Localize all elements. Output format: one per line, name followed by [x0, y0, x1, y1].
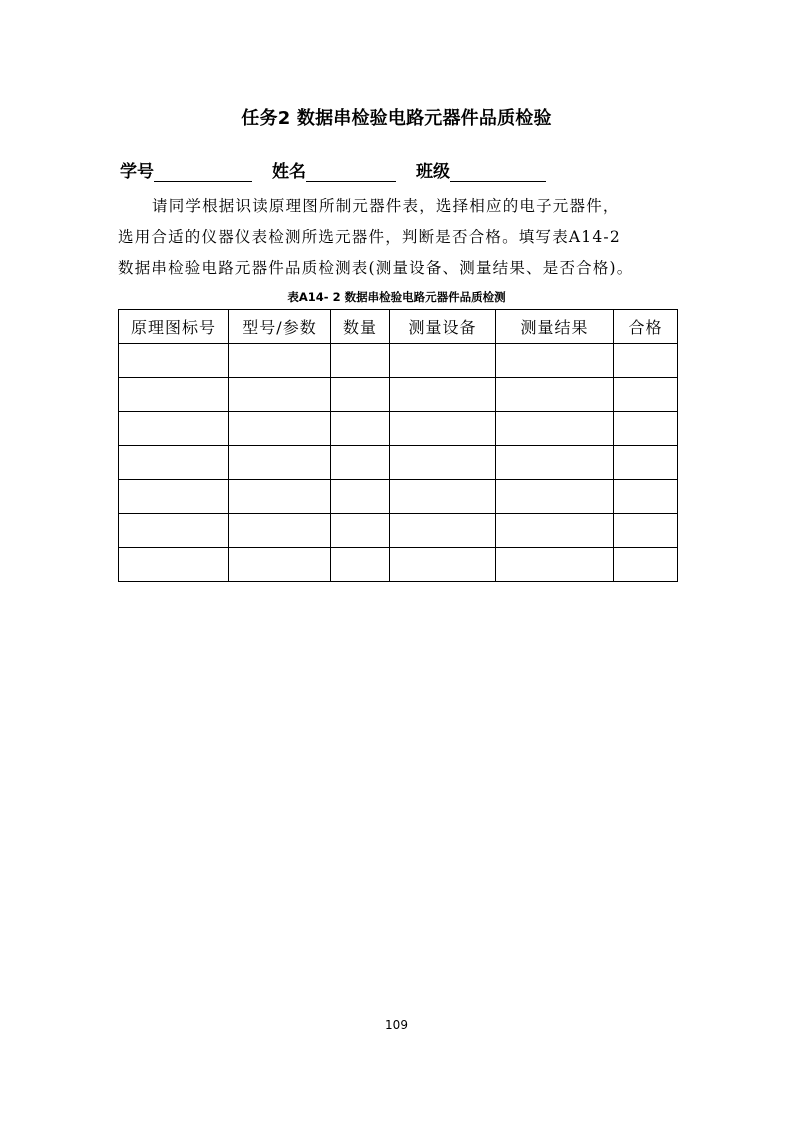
- table-row: [119, 514, 678, 548]
- table-header-row: [119, 310, 678, 344]
- cell-schematic-ref[interactable]: [119, 378, 229, 412]
- cell-qualified[interactable]: [614, 548, 678, 582]
- table-row: [119, 378, 678, 412]
- instruction-paragraph: [118, 191, 678, 284]
- cell-quantity[interactable]: [331, 344, 390, 378]
- cell-measure-result[interactable]: [496, 548, 614, 582]
- cell-measure-device[interactable]: [390, 514, 496, 548]
- student-name-field[interactable]: [306, 163, 396, 182]
- cell-measure-device[interactable]: [390, 412, 496, 446]
- cell-quantity[interactable]: [331, 378, 390, 412]
- cell-qualified[interactable]: [614, 480, 678, 514]
- cell-qualified[interactable]: [614, 344, 678, 378]
- cell-measure-result[interactable]: [496, 412, 614, 446]
- table-body: [119, 344, 678, 582]
- student-id-label: 学号: [120, 162, 154, 182]
- quality-check-table: [118, 309, 678, 582]
- cell-qualified[interactable]: [614, 514, 678, 548]
- cell-measure-device[interactable]: [390, 548, 496, 582]
- cell-quantity[interactable]: [331, 446, 390, 480]
- header-quantity: 数量: [331, 310, 390, 344]
- cell-quantity[interactable]: [331, 548, 390, 582]
- table-row: [119, 446, 678, 480]
- cell-measure-result[interactable]: [496, 446, 614, 480]
- cell-quantity[interactable]: [331, 480, 390, 514]
- cell-measure-device[interactable]: [390, 446, 496, 480]
- table-row: [119, 344, 678, 378]
- instruction-line-1: 请同学根据识读原理图所制元器件表，选择相应的电子元器件，: [152, 197, 620, 215]
- header-measure-result: 测量结果: [496, 310, 614, 344]
- cell-model-param[interactable]: [229, 412, 331, 446]
- cell-quantity[interactable]: [331, 514, 390, 548]
- header-schematic-ref: 原理图标号: [119, 310, 229, 344]
- header-qualified: 合格: [614, 310, 678, 344]
- cell-measure-result[interactable]: [496, 480, 614, 514]
- cell-schematic-ref[interactable]: [119, 514, 229, 548]
- cell-measure-device[interactable]: [390, 378, 496, 412]
- instruction-line-3: 数据串检验电路元器件品质检测表(测量设备、测量结果、是否合格)。: [118, 259, 634, 277]
- header-model-param: 型号/参数: [229, 310, 331, 344]
- table-caption: 表A14- 2 数据串检验电路元器件品质检测: [287, 290, 506, 304]
- student-id-field[interactable]: [154, 163, 252, 182]
- cell-model-param[interactable]: [229, 344, 331, 378]
- cell-measure-device[interactable]: [390, 480, 496, 514]
- cell-measure-result[interactable]: [496, 344, 614, 378]
- class-field[interactable]: [450, 163, 546, 182]
- cell-schematic-ref[interactable]: [119, 412, 229, 446]
- table-row: [119, 412, 678, 446]
- cell-measure-result[interactable]: [496, 514, 614, 548]
- cell-quantity[interactable]: [331, 412, 390, 446]
- student-name-label: 姓名: [272, 162, 306, 182]
- table-row: [119, 480, 678, 514]
- cell-model-param[interactable]: [229, 514, 331, 548]
- cell-model-param[interactable]: [229, 378, 331, 412]
- cell-schematic-ref[interactable]: [119, 480, 229, 514]
- cell-qualified[interactable]: [614, 446, 678, 480]
- cell-qualified[interactable]: [614, 378, 678, 412]
- page-title: 任务2 数据串检验电路元器件品质检验: [241, 108, 552, 129]
- instruction-line-2: 选用合适的仪器仪表检测所选元器件，判断是否合格。填写表A14-2: [118, 228, 621, 246]
- cell-model-param[interactable]: [229, 446, 331, 480]
- class-label: 班级: [416, 162, 450, 182]
- cell-measure-device[interactable]: [390, 344, 496, 378]
- cell-qualified[interactable]: [614, 412, 678, 446]
- header-measure-device: 测量设备: [390, 310, 496, 344]
- cell-model-param[interactable]: [229, 548, 331, 582]
- cell-model-param[interactable]: [229, 480, 331, 514]
- table-row: [119, 548, 678, 582]
- student-info-line: [120, 158, 546, 182]
- page-number: 109: [385, 1018, 408, 1032]
- cell-schematic-ref[interactable]: [119, 548, 229, 582]
- cell-schematic-ref[interactable]: [119, 446, 229, 480]
- cell-measure-result[interactable]: [496, 378, 614, 412]
- cell-schematic-ref[interactable]: [119, 344, 229, 378]
